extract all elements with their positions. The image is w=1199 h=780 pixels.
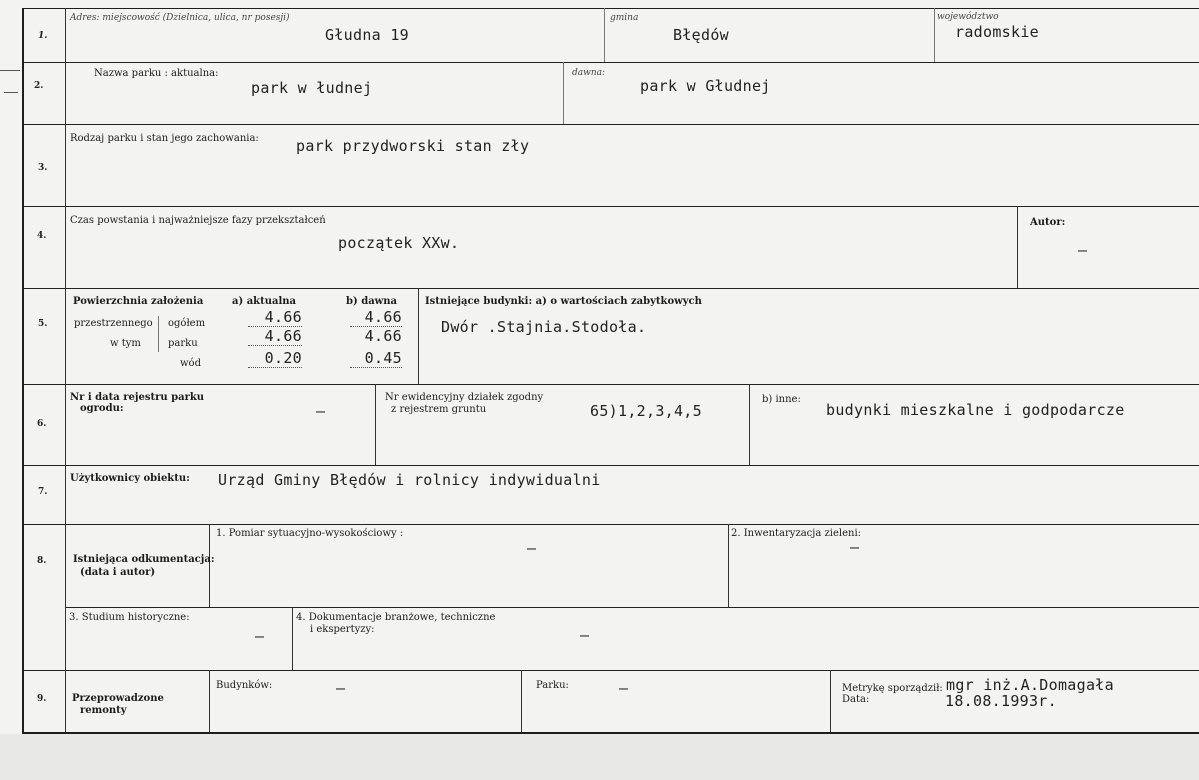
other-buildings-value: budynki mieszkalne i godpodarcze (826, 401, 1125, 419)
col-divider (292, 607, 293, 670)
prepared-by-value: mgr inż.A.Domagała (946, 676, 1114, 694)
margin-mark (0, 70, 20, 71)
row-number: 3. (38, 163, 48, 173)
users-value: Urząd Gminy Błędów i rolnicy indywidualni (218, 471, 601, 489)
address-value: Głudna 19 (325, 26, 409, 44)
col-divider (418, 288, 419, 384)
row-divider (24, 465, 1199, 466)
water-current-value: 0.20 (248, 349, 302, 368)
greenery-value: – (850, 538, 860, 556)
documentation-label-2: (data i autor) (80, 567, 156, 578)
col-divider (209, 670, 210, 732)
col-divider (604, 8, 605, 62)
form-frame (22, 8, 1199, 734)
row-number: 6. (37, 419, 47, 429)
row-divider (24, 288, 1199, 289)
water-former-value: 0.45 (350, 349, 402, 368)
current-name-value: park w łudnej (251, 79, 373, 97)
area-label: Powierzchnia założenia (73, 296, 204, 307)
row-number: 8. (37, 556, 47, 566)
row-number: 9. (37, 694, 47, 704)
col-divider (1017, 206, 1018, 288)
plots-value: 65)1,2,3,4,5 (590, 402, 702, 420)
repairs-label: Przeprowadzone (72, 693, 164, 704)
plots-label: Nr ewidencyjny działek zgodny (385, 392, 544, 403)
row-number: 2. (34, 81, 44, 91)
voivodeship-label: województwo (937, 12, 999, 22)
spatial-label: przestrzennego (74, 318, 153, 329)
row-number: 1. (38, 31, 48, 41)
current-column-label: a) aktualna (232, 296, 297, 307)
history-study-value: – (255, 627, 265, 645)
col-divider (158, 316, 159, 352)
row-divider (24, 62, 1199, 63)
col-divider (749, 384, 750, 465)
row-number: 5. (38, 319, 48, 329)
register-label-2: ogrodu: (80, 403, 124, 414)
other-buildings-label: b) inne: (762, 394, 801, 405)
current-name-label: Nazwa parku : aktualna: (94, 68, 219, 79)
creation-time-label: Czas powstania i najważniejsze fazy przekształceń (70, 215, 326, 226)
gmina-value: Błędów (673, 26, 729, 44)
col-divider (209, 524, 210, 607)
buildings-label: Istniejące budynki: a) o wartościach zabytkowych (425, 296, 702, 307)
users-label: Użytkownicy obiektu: (70, 473, 190, 484)
col-divider (563, 62, 564, 124)
row-divider (24, 524, 1199, 525)
in-which-label: w tym (110, 338, 141, 349)
row-divider (66, 607, 1199, 608)
water-label: wód (180, 358, 201, 369)
prepared-by-label: Metrykę sporządził: (842, 683, 943, 694)
total-current-value: 4.66 (248, 308, 302, 327)
branch-docs-label: 4. Dokumentacje branżowe, techniczne (296, 612, 496, 623)
branch-docs-label-2: i ekspertyzy: (310, 624, 375, 635)
date-label: Data: (842, 694, 870, 705)
park-area-label: parku (168, 338, 198, 349)
voivodeship-value: radomskie (955, 23, 1039, 41)
park-current-value: 4.66 (248, 327, 302, 346)
park-type-value: park przydworski stan zły (296, 137, 530, 155)
number-column-divider (65, 8, 66, 732)
former-name-value: park w Głudnej (640, 77, 771, 95)
building-repairs-label: Budynków: (216, 680, 273, 691)
col-divider (375, 384, 376, 465)
page-bottom-margin (0, 734, 1199, 780)
gmina-label: gmina (610, 13, 639, 23)
row-number: 4. (37, 231, 47, 241)
register-label: Nr i data rejestru parku (70, 392, 205, 403)
repairs-label-2: remonty (80, 705, 127, 716)
park-repairs-label: Parku: (536, 680, 569, 691)
margin-mark (4, 92, 18, 93)
row-divider (24, 384, 1199, 385)
col-divider (934, 8, 935, 62)
register-value: – (316, 402, 326, 420)
address-label: Adres: miejscowość (Dzielnica, ulica, nr posesji) (70, 13, 290, 23)
documentation-label: Istniejąca odkumentacja: (73, 554, 215, 565)
row-divider (24, 124, 1199, 125)
former-column-label: b) dawna (346, 296, 398, 307)
park-former-value: 4.66 (364, 327, 402, 345)
total-label: ogółem (168, 318, 206, 329)
author-label: Autor: (1030, 217, 1066, 228)
row-divider (24, 670, 1199, 671)
former-name-label: dawna: (572, 68, 606, 78)
buildings-value: Dwór .Stajnia.Stodoła. (441, 318, 647, 336)
plots-label-2: z rejestrem gruntu (391, 404, 487, 415)
date-value: 18.08.1993r. (945, 692, 1057, 710)
survey-value: – (527, 539, 537, 557)
greenery-label: 2. Inwentaryzacja zieleni: (731, 528, 862, 539)
building-repairs-value: – (336, 679, 346, 697)
col-divider (728, 524, 729, 607)
history-study-label: 3. Studium historyczne: (69, 612, 190, 623)
row-number: 7. (38, 487, 48, 497)
branch-docs-value: – (580, 626, 590, 644)
survey-label: 1. Pomiar sytuacyjno-wysokościowy : (216, 528, 404, 539)
author-value: – (1078, 241, 1088, 259)
row-divider (24, 206, 1199, 207)
park-repairs-value: – (619, 679, 629, 697)
total-former-value: 4.66 (350, 308, 402, 327)
park-type-label: Rodzaj parku i stan jego zachowania: (70, 133, 259, 144)
col-divider (521, 670, 522, 732)
col-divider (830, 670, 831, 732)
creation-time-value: początek XXw. (338, 234, 460, 252)
